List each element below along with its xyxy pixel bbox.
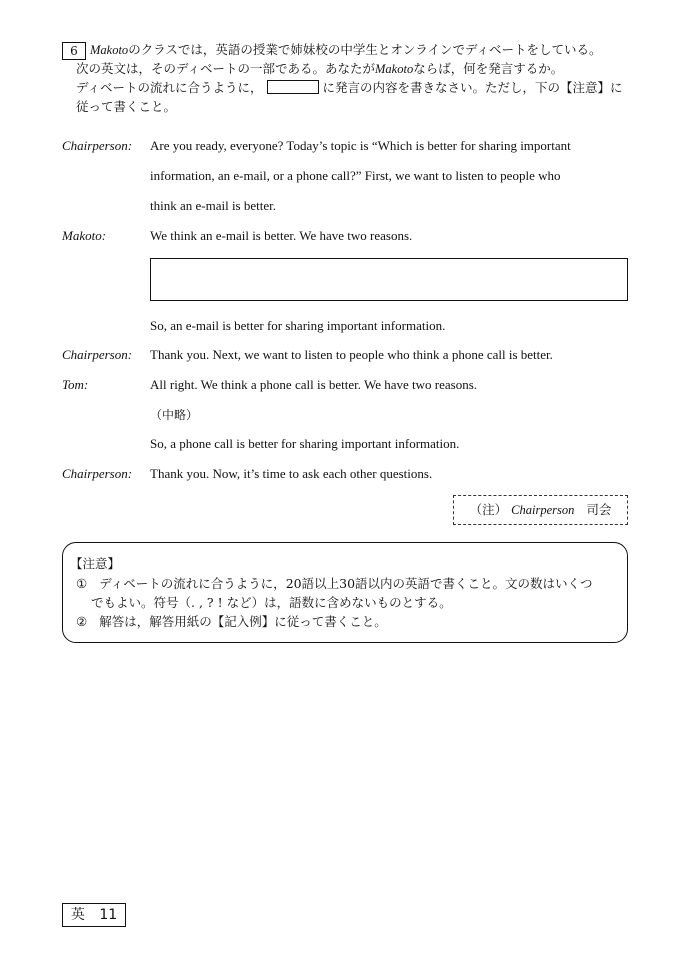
item-text: ディベートの流れに合うように，20語以上30語以内の英語で書くこと。文の数はいくつ xyxy=(99,576,593,591)
intro-line-4: 従って書くこと。 xyxy=(76,99,177,114)
note-meaning: 司会 xyxy=(586,502,612,517)
intro-name-makoto: Makoto xyxy=(375,62,414,76)
intro-text: ならば，何を発言するか。 xyxy=(413,61,564,76)
intro-line-1 xyxy=(90,40,601,60)
page-number-box xyxy=(62,903,126,927)
dialogue-line: So, an e-mail is better for sharing important information. xyxy=(150,318,446,333)
speaker-makoto: Makoto: xyxy=(62,228,107,243)
dialogue-line: Thank you. Next, we want to listen to people who think a phone call is better. xyxy=(150,347,553,362)
caution-item-1-cont: でもよい。符号（. , ? ! など）は，語数に含めないものとする。 xyxy=(91,595,452,610)
intro-text: に発言の内容を書きなさい。ただし，下の【注意】に xyxy=(322,80,623,95)
question-number: 6 xyxy=(62,42,86,60)
inline-blank-box xyxy=(267,80,319,94)
dialogue-line: Thank you. Now, it’s time to ask each other questions. xyxy=(150,466,433,481)
caution-title: 【注意】 xyxy=(70,556,121,571)
dialogue-line: Are you ready, everyone? Today’s topic is “Which is better for sharing important xyxy=(150,138,571,153)
speaker-chairperson: Chairperson: xyxy=(62,466,133,481)
dialogue-line: All right. We think a phone call is better. We have two reasons. xyxy=(150,377,478,392)
item-number: ② xyxy=(76,614,88,629)
intro-line-3 xyxy=(76,78,623,97)
intro-line-2 xyxy=(76,59,563,79)
answer-box[interactable] xyxy=(150,258,628,301)
item-number: ① xyxy=(76,576,88,591)
item-text: 解答は，解答用紙の【記入例】に従って書くこと。 xyxy=(99,614,387,629)
intro-text: 次の英文は，そのディベートの一部である。あなたが xyxy=(76,61,376,76)
speaker-tom: Tom: xyxy=(62,377,89,392)
subject-label: 英 xyxy=(70,907,85,923)
caution-item-2 xyxy=(76,612,387,631)
dialogue-line: information, an e-mail, or a phone call?” First, we want to listen to people who xyxy=(150,168,561,183)
dialogue-line: We think an e-mail is better. We have two reasons. xyxy=(150,228,413,243)
page-number: 11 xyxy=(99,907,118,923)
intro-name-makoto: Makoto xyxy=(90,43,129,57)
dialogue-line: think an e-mail is better. xyxy=(150,198,276,213)
caution-item-1 xyxy=(76,574,593,593)
speaker-chairperson: Chairperson: xyxy=(62,138,133,153)
dialogue-line: So, a phone call is better for sharing important information. xyxy=(150,436,460,451)
vocab-note xyxy=(453,495,628,525)
note-term: Chairperson xyxy=(511,503,575,517)
intro-text: ディベートの流れに合うように， xyxy=(76,80,263,95)
note-label: （注） xyxy=(469,502,508,517)
omitted-marker: （中略） xyxy=(150,408,199,422)
intro-text: のクラスでは，英語の授業で姉妹校の中学生とオンラインでディベートをしている。 xyxy=(128,42,602,57)
speaker-chairperson: Chairperson: xyxy=(62,347,133,362)
